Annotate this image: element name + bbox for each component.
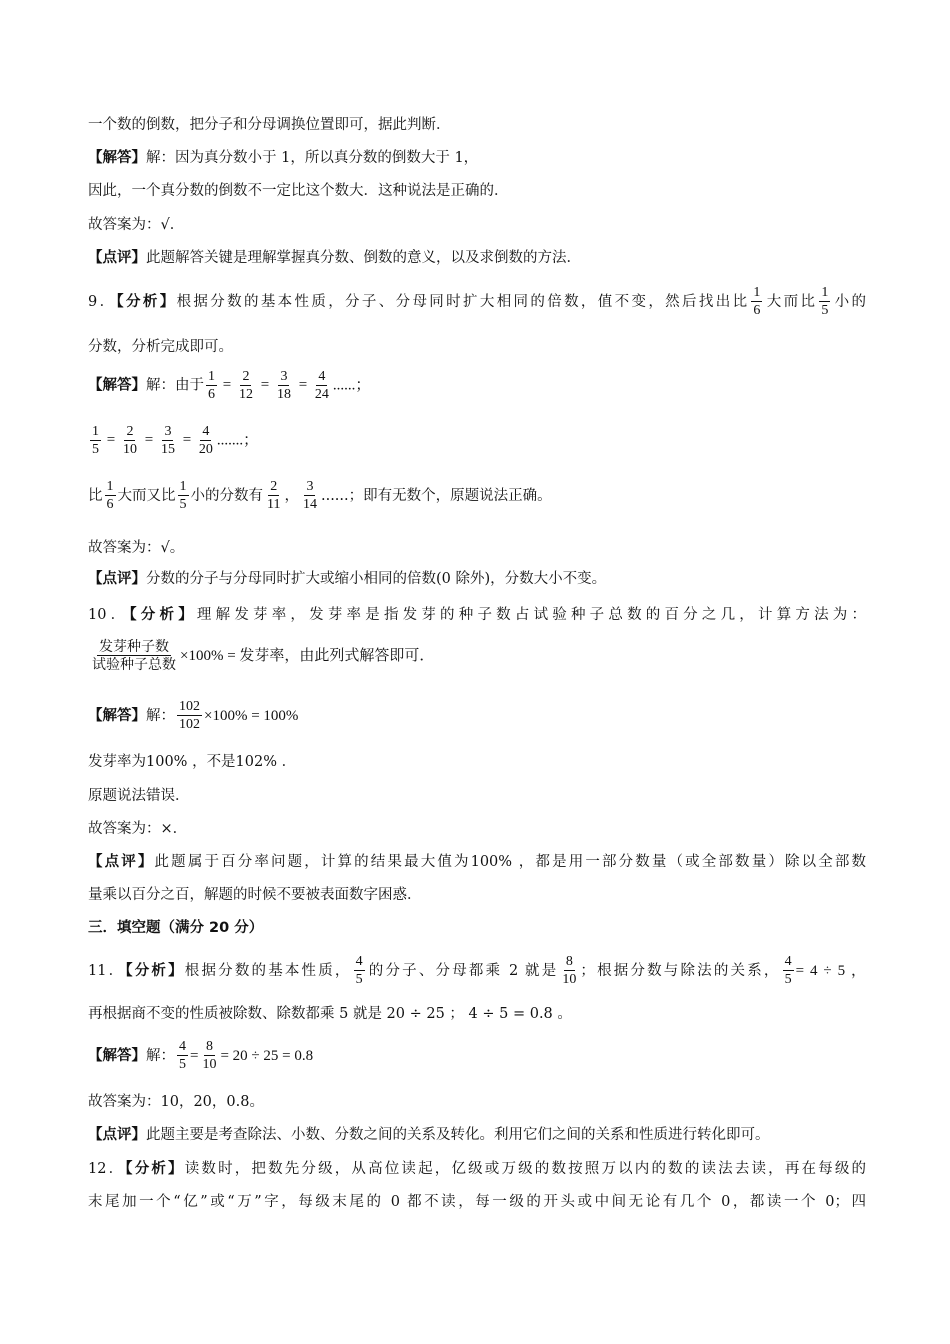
fraction: $\frac{2}{10}$ bbox=[122, 424, 137, 457]
comment-tag: 【点评】 bbox=[88, 570, 146, 587]
fraction: $\frac{3}{14}$ bbox=[302, 479, 317, 512]
answer-line: 故答案为：10，20，0.8。 bbox=[88, 1094, 264, 1110]
text-line: 因此，一个真分数的倒数不一定比这个数大．这种说法是正确的． bbox=[88, 183, 509, 199]
equals-sign: = bbox=[178, 432, 195, 449]
analysis-tag: 【分析】 bbox=[125, 962, 185, 979]
fraction: $\frac{1}{5}$ bbox=[821, 285, 829, 318]
fraction: $\frac{102}{102}$ bbox=[179, 699, 200, 732]
comment-line: 【点评】此题主要是考查除法、小数、分数之间的关系及转化。利用它们之间的关系和性质进行转化即可。 bbox=[88, 1126, 770, 1143]
fraction: $\frac{2}{12}$ bbox=[238, 369, 253, 402]
q9-answer-eq2: $\frac{1}{5}$ = $\frac{2}{10}$ = $\frac{3}{15}$ = $\frac{4}{20}$ .......； bbox=[88, 425, 866, 457]
answer-tag: 【解答】 bbox=[88, 376, 146, 394]
equals-sign: = bbox=[256, 377, 273, 394]
comment-tag: 【点评】 bbox=[88, 249, 146, 266]
fraction: $\frac{4}{20}$ bbox=[198, 424, 213, 457]
analysis-tag: 【分析】 bbox=[116, 293, 177, 310]
fraction: $\frac{2}{11}$ bbox=[267, 479, 281, 512]
answer-line: 故答案为：√。 bbox=[88, 540, 185, 556]
answer-tag: 【解答】 bbox=[88, 149, 146, 166]
answer-line: 故答案为：×． bbox=[88, 821, 188, 837]
analysis-tag: 【分析】 bbox=[129, 606, 197, 623]
section-heading: 三．填空题（满分 20 分） bbox=[88, 920, 264, 936]
answer-tag: 【解答】 bbox=[88, 707, 146, 724]
fraction: $\frac{4}{24}$ bbox=[314, 369, 329, 402]
question-number: 12． bbox=[88, 1161, 126, 1177]
text-line: 分数，分析完成即可。 bbox=[88, 339, 233, 355]
fraction: $\frac{3}{18}$ bbox=[276, 369, 291, 402]
equals-sign: = bbox=[140, 432, 157, 449]
fraction: $\frac{8}{10}$ bbox=[562, 954, 577, 987]
equals-sign: = bbox=[103, 432, 119, 449]
fraction: $\frac{\text{发芽种子数}}{\text{试验种子总数}}$ bbox=[92, 639, 176, 673]
fraction: $\frac{4}{5}$ bbox=[355, 954, 363, 987]
q11-analysis: 11．【分析】根据分数的基本性质， $\frac{4}{5}$ 的分子、分母都乘 2 就是 $\frac{8}{10}$ ；根据分数与除法的关系， $\frac{4}{5}$ = 4 ÷ 5 ， bbox=[88, 954, 866, 987]
q10-analysis: 10．【分析】理解发芽率，发芽率是指发芽的种子数占试验种子总数的百分之几，计算方法为： bbox=[88, 606, 867, 623]
q12-analysis: 12．【分析】读数时，把数先分级，从高位读起，亿级或万级的数按照万以内的数的读法去读，再在每级的 bbox=[88, 1160, 867, 1177]
text-line: 再根据商不变的性质被除数、除数都乘 5 就是 20 ÷ 25 ； 4 ÷ 5 = 0.8 。 bbox=[88, 1006, 572, 1022]
fraction: $\frac{4}{5}$ bbox=[784, 954, 792, 987]
equation bbox=[204, 369, 333, 402]
comment-line: 【点评】此题属于百分率问题，计算的结果最大值为100% ，都是用一部分数量（或全部数量）除以全部数 bbox=[88, 853, 867, 870]
comment-line: 【点评】分数的分子与分母同时扩大或缩小相同的倍数(0 除外)，分数大小不变。 bbox=[88, 570, 607, 587]
fraction: $\frac{8}{10}$ bbox=[202, 1039, 217, 1072]
text-line: 发芽率为100% ，不是102% ． bbox=[88, 754, 297, 770]
fraction: $\frac{1}{6}$ bbox=[106, 479, 114, 512]
text-line: 【解答】解：因为真分数小于 1，所以真分数的倒数大于 1， bbox=[88, 149, 479, 166]
q9-answer-eq1: 【解答】解：由于 $\frac{1}{6}$ = $\frac{2}{12}$ = $\frac{3}{18}$ = $\frac{4}{24}$ ......； bbox=[88, 369, 371, 402]
q11-answer: 【解答】解： $\frac{4}{5}$ = $\frac{8}{10}$ = 20 ÷ 25 = 0.8 bbox=[88, 1039, 314, 1072]
fraction: $\frac{3}{15}$ bbox=[160, 424, 175, 457]
q9-conclusion: 比 $\frac{1}{6}$ 大而又比 $\frac{1}{5}$ 小的分数有 $\frac{2}{11}$ ， $\frac{3}{14}$ ......；即有无数个，原题说法正确。 bbox=[88, 479, 552, 512]
equals-sign: = bbox=[219, 377, 235, 394]
answer-tag: 【解答】 bbox=[88, 1047, 146, 1064]
equals-sign: = bbox=[294, 377, 311, 394]
fraction: $\frac{1}{5}$ bbox=[179, 479, 187, 512]
text-line: 末尾加一个“亿”或“万”字，每级末尾的 0 都不读，每一级的开头或中间无论有几个 0，都读一个 0；四 bbox=[88, 1194, 866, 1210]
comment-tag: 【点评】 bbox=[88, 853, 155, 870]
question-number: 11． bbox=[88, 963, 126, 979]
q10-formula: $\frac{\text{发芽种子数}}{\text{试验种子总数}}$ ×100% = 发芽率，由此列式解答即可． bbox=[92, 639, 435, 673]
text-line: 原题说法错误． bbox=[88, 788, 190, 804]
comment-tag: 【点评】 bbox=[88, 1126, 146, 1143]
q10-answer: 【解答】解： $\frac{102}{102}$ ×100% = 100% bbox=[88, 699, 299, 732]
comment-line: 量乘以百分之百，解题的时候不要被表面数字困惑． bbox=[88, 887, 422, 903]
text-line: 一个数的倒数，把分子和分母调换位置即可，据此判断． bbox=[88, 117, 451, 133]
fraction: $\frac{1}{5}$ bbox=[92, 424, 99, 457]
answer-line: 故答案为：√． bbox=[88, 217, 185, 233]
question-number: 9． bbox=[88, 294, 117, 310]
analysis-tag: 【分析】 bbox=[125, 1160, 185, 1177]
fraction: $\frac{1}{6}$ bbox=[208, 369, 215, 402]
fraction: $\frac{4}{5}$ bbox=[179, 1039, 186, 1072]
fraction: $\frac{1}{6}$ bbox=[753, 285, 761, 318]
q9-analysis: 9．【分析】根据分数的基本性质，分子、分母同时扩大相同的倍数，值不变，然后找出比 $\frac{1}{6}$ 大而比 $\frac{1}{5}$ 小的 bbox=[88, 285, 867, 318]
question-number: 10． bbox=[88, 607, 130, 623]
equation bbox=[88, 424, 217, 457]
comment-line: 【点评】此题解答关键是理解掌握真分数、倒数的意义，以及求倒数的方法． bbox=[88, 249, 581, 266]
